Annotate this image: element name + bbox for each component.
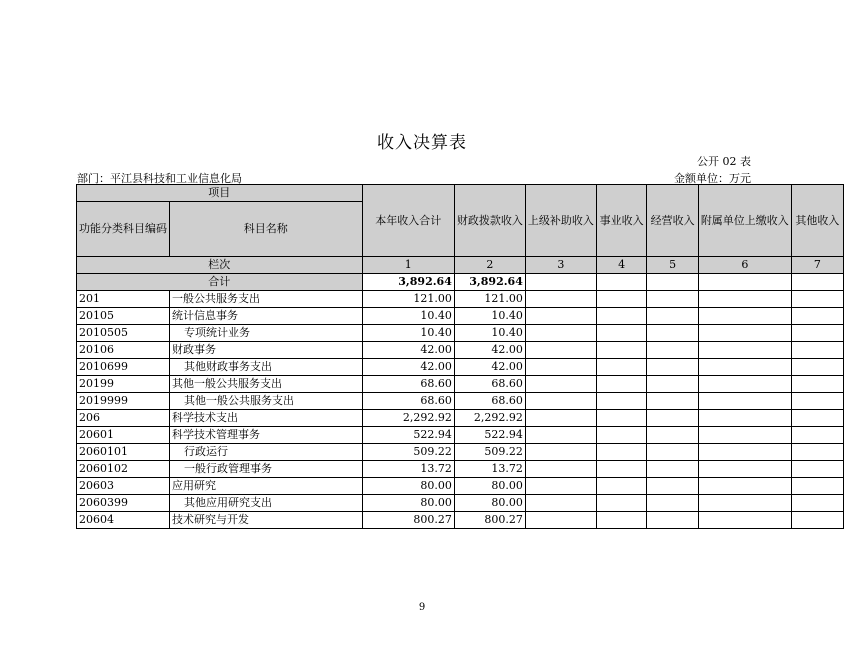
table-row [77, 342, 844, 359]
subject-name: 其他财政事务支出 [170, 359, 363, 376]
empty-cell [647, 342, 698, 359]
empty-cell [698, 512, 791, 529]
empty-cell [791, 461, 843, 478]
subject-code: 2060399 [77, 495, 170, 512]
col-number: 3 [525, 257, 596, 274]
subject-code: 2060101 [77, 444, 170, 461]
empty-cell [791, 410, 843, 427]
subject-code: 20601 [77, 427, 170, 444]
table-row [77, 325, 844, 342]
subject-name: 专项统计业务 [170, 325, 363, 342]
subject-name: 技术研究与开发 [170, 512, 363, 529]
subject-name: 其他一般公共服务支出 [170, 376, 363, 393]
empty-cell [525, 495, 596, 512]
total-row [77, 274, 844, 291]
empty-cell [647, 427, 698, 444]
report-title: 收入决算表 [377, 133, 467, 153]
total-income-value: 522.94 [362, 427, 454, 444]
empty-cell [698, 376, 791, 393]
column-number-row [77, 257, 844, 274]
empty-cell [698, 410, 791, 427]
subject-name: 科学技术支出 [170, 410, 363, 427]
empty-cell [525, 410, 596, 427]
empty-cell [647, 393, 698, 410]
col-header-2: 财政拨款收入 [454, 185, 525, 257]
row-label: 栏次 [77, 257, 363, 274]
empty-cell [596, 495, 647, 512]
fiscal-allocation-value: 2,292.92 [454, 410, 525, 427]
col-header-6: 附属单位上缴收入 [698, 185, 791, 257]
empty-cell [647, 308, 698, 325]
empty-cell [647, 359, 698, 376]
page-number: 9 [418, 602, 426, 613]
empty-cell [791, 376, 843, 393]
empty-cell [791, 359, 843, 376]
table-row [77, 376, 844, 393]
empty-cell [698, 359, 791, 376]
subject-code: 2019999 [77, 393, 170, 410]
empty-cell [698, 495, 791, 512]
total-income-value: 121.00 [362, 291, 454, 308]
empty-cell [525, 291, 596, 308]
empty-cell [525, 512, 596, 529]
col-header-3: 上级补助收入 [525, 185, 596, 257]
unit-label: 金额单位：万元 [674, 172, 751, 185]
table-row [77, 359, 844, 376]
subject-name: 一般行政管理事务 [170, 461, 363, 478]
empty-cell [698, 274, 791, 291]
subject-name: 行政运行 [170, 444, 363, 461]
empty-cell [596, 427, 647, 444]
empty-cell [525, 444, 596, 461]
col-number: 7 [791, 257, 843, 274]
empty-cell [791, 512, 843, 529]
subject-code: 20199 [77, 376, 170, 393]
empty-cell [596, 393, 647, 410]
fiscal-allocation-value: 10.40 [454, 325, 525, 342]
empty-cell [791, 291, 843, 308]
table-row [77, 410, 844, 427]
fiscal-allocation-value: 42.00 [454, 342, 525, 359]
total-income-value: 509.22 [362, 444, 454, 461]
empty-cell [596, 274, 647, 291]
subject-name: 一般公共服务支出 [170, 291, 363, 308]
total-income-value: 800.27 [362, 512, 454, 529]
empty-cell [525, 325, 596, 342]
table-row [77, 461, 844, 478]
total-value-2: 3,892.64 [454, 274, 525, 291]
total-income-value: 68.60 [362, 376, 454, 393]
col-header-7: 其他收入 [791, 185, 843, 257]
empty-cell [596, 478, 647, 495]
empty-cell [596, 410, 647, 427]
subject-code: 206 [77, 410, 170, 427]
total-income-value: 80.00 [362, 478, 454, 495]
empty-cell [647, 376, 698, 393]
empty-cell [698, 393, 791, 410]
empty-cell [698, 291, 791, 308]
fiscal-allocation-value: 13.72 [454, 461, 525, 478]
total-income-value: 80.00 [362, 495, 454, 512]
empty-cell [525, 342, 596, 359]
empty-cell [791, 444, 843, 461]
total-income-value: 10.40 [362, 308, 454, 325]
table-row [77, 512, 844, 529]
empty-cell [596, 325, 647, 342]
empty-cell [698, 342, 791, 359]
empty-cell [596, 359, 647, 376]
subject-code: 20105 [77, 308, 170, 325]
empty-cell [647, 444, 698, 461]
fiscal-allocation-value: 80.00 [454, 478, 525, 495]
total-income-value: 68.60 [362, 393, 454, 410]
col-header-1: 本年收入合计 [362, 185, 454, 257]
subject-code: 2060102 [77, 461, 170, 478]
fiscal-allocation-value: 522.94 [454, 427, 525, 444]
empty-cell [698, 444, 791, 461]
empty-cell [698, 325, 791, 342]
empty-cell [647, 461, 698, 478]
table-row [77, 444, 844, 461]
form-number: 公开 02 表 [697, 155, 751, 168]
empty-cell [698, 427, 791, 444]
empty-cell [525, 393, 596, 410]
subject-code: 20603 [77, 478, 170, 495]
empty-cell [596, 461, 647, 478]
empty-cell [596, 308, 647, 325]
empty-cell [647, 512, 698, 529]
col-header-4: 事业收入 [596, 185, 647, 257]
total-income-value: 42.00 [362, 359, 454, 376]
fiscal-allocation-value: 68.60 [454, 393, 525, 410]
empty-cell [791, 325, 843, 342]
empty-cell [698, 308, 791, 325]
fiscal-allocation-value: 42.00 [454, 359, 525, 376]
subject-code: 20106 [77, 342, 170, 359]
empty-cell [647, 291, 698, 308]
total-income-value: 2,292.92 [362, 410, 454, 427]
table-row [77, 291, 844, 308]
empty-cell [525, 478, 596, 495]
table-row [77, 495, 844, 512]
subject-code: 20604 [77, 512, 170, 529]
subject-name: 应用研究 [170, 478, 363, 495]
col-number: 4 [596, 257, 647, 274]
fiscal-allocation-value: 800.27 [454, 512, 525, 529]
income-table [76, 184, 844, 529]
total-income-value: 42.00 [362, 342, 454, 359]
empty-cell [791, 393, 843, 410]
subject-name: 其他一般公共服务支出 [170, 393, 363, 410]
col-number: 6 [698, 257, 791, 274]
subject-name: 财政事务 [170, 342, 363, 359]
empty-cell [791, 308, 843, 325]
empty-cell [525, 461, 596, 478]
empty-cell [525, 359, 596, 376]
empty-cell [647, 495, 698, 512]
empty-cell [791, 342, 843, 359]
empty-cell [525, 427, 596, 444]
empty-cell [647, 478, 698, 495]
table-row [77, 478, 844, 495]
table-row [77, 427, 844, 444]
fiscal-allocation-value: 10.40 [454, 308, 525, 325]
header-row-1 [77, 185, 844, 202]
fiscal-allocation-value: 68.60 [454, 376, 525, 393]
empty-cell [596, 512, 647, 529]
col-header-5: 经营收入 [647, 185, 698, 257]
subject-name: 统计信息事务 [170, 308, 363, 325]
table-row [77, 393, 844, 410]
name-header: 科目名称 [170, 202, 363, 257]
empty-cell [647, 274, 698, 291]
fiscal-allocation-value: 509.22 [454, 444, 525, 461]
empty-cell [596, 291, 647, 308]
subject-code: 201 [77, 291, 170, 308]
subject-name: 科学技术管理事务 [170, 427, 363, 444]
empty-cell [791, 274, 843, 291]
empty-cell [647, 410, 698, 427]
empty-cell [791, 478, 843, 495]
empty-cell [596, 444, 647, 461]
table-row [77, 308, 844, 325]
subject-code: 2010699 [77, 359, 170, 376]
subject-code: 2010505 [77, 325, 170, 342]
fiscal-allocation-value: 80.00 [454, 495, 525, 512]
col-number: 5 [647, 257, 698, 274]
code-header: 功能分类科目编码 [77, 202, 170, 257]
empty-cell [698, 461, 791, 478]
total-income-value: 13.72 [362, 461, 454, 478]
subject-name: 其他应用研究支出 [170, 495, 363, 512]
fiscal-allocation-value: 121.00 [454, 291, 525, 308]
project-header: 项目 [77, 185, 363, 202]
empty-cell [596, 376, 647, 393]
empty-cell [647, 325, 698, 342]
empty-cell [791, 427, 843, 444]
col-number: 2 [454, 257, 525, 274]
col-number: 1 [362, 257, 454, 274]
empty-cell [525, 376, 596, 393]
empty-cell [791, 495, 843, 512]
empty-cell [525, 308, 596, 325]
empty-cell [525, 274, 596, 291]
empty-cell [698, 478, 791, 495]
total-income-value: 10.40 [362, 325, 454, 342]
department-label: 部门：平江县科技和工业信息化局 [77, 172, 242, 185]
total-label: 合计 [77, 274, 363, 291]
empty-cell [596, 342, 647, 359]
total-value-1: 3,892.64 [362, 274, 454, 291]
